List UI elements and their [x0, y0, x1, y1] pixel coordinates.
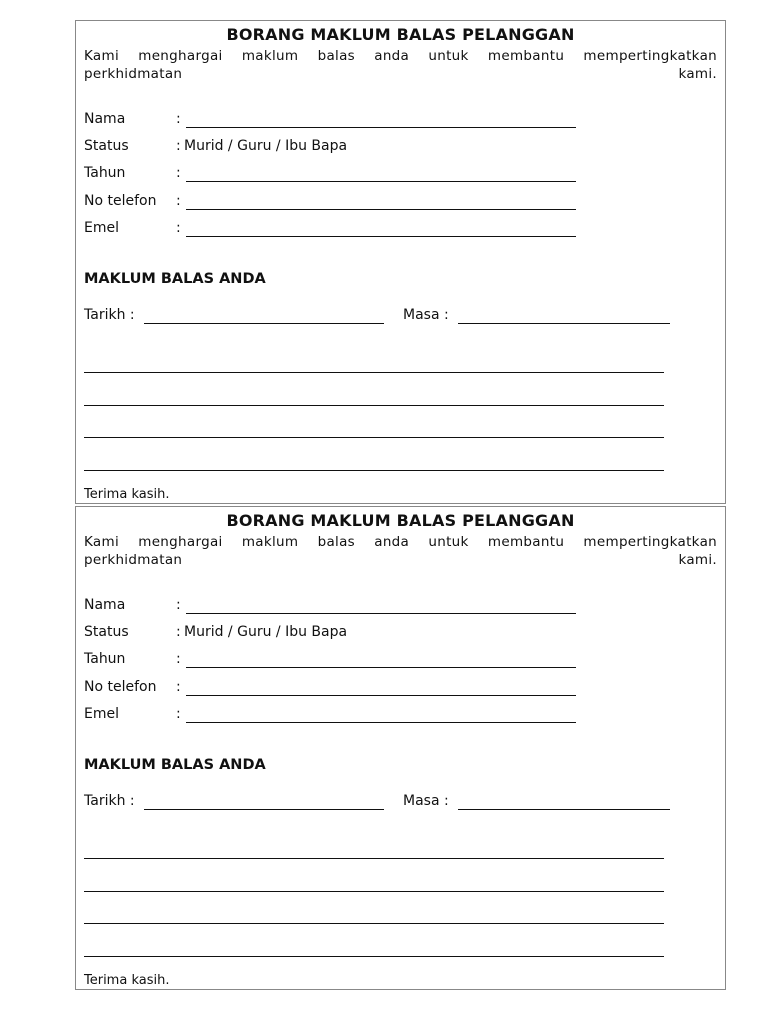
field-colon: : — [176, 165, 181, 181]
field-colon: : — [176, 111, 181, 127]
masa-label: Masa : — [403, 307, 449, 323]
feedback-line-4[interactable] — [84, 956, 664, 957]
section-title: MAKLUM BALAS ANDA — [84, 271, 266, 287]
field-colon: : — [176, 597, 181, 613]
status-options[interactable]: Murid / Guru / Ibu Bapa — [184, 138, 348, 154]
field-colon: : — [176, 679, 181, 695]
field-label-telefon: No telefon — [84, 679, 157, 695]
field-label-nama: Nama — [84, 597, 126, 613]
telefon-input-line[interactable] — [186, 209, 576, 210]
field-colon: : — [176, 193, 181, 209]
status-options[interactable]: Murid / Guru / Ibu Bapa — [184, 624, 348, 640]
form-title: BORANG MAKLUM BALAS PELANGGAN — [226, 25, 575, 44]
tarikh-input-line[interactable] — [144, 323, 384, 324]
thanks-text: Terima kasih. — [84, 973, 170, 988]
tarikh-label: Tarikh : — [84, 793, 135, 809]
field-label-tahun: Tahun — [84, 165, 126, 181]
form-title: BORANG MAKLUM BALAS PELANGGAN — [226, 511, 575, 530]
nama-input-line[interactable] — [186, 613, 576, 614]
tarikh-label: Tarikh : — [84, 307, 135, 323]
field-colon: : — [176, 706, 181, 722]
feedback-line-4[interactable] — [84, 470, 664, 471]
form-intro: Kami menghargai maklum balas anda untuk membantu mempertingkatkan perkhidmatan kami. — [84, 534, 717, 568]
nama-input-line[interactable] — [186, 127, 576, 128]
field-label-emel: Emel — [84, 220, 119, 236]
tarikh-input-line[interactable] — [144, 809, 384, 810]
field-colon: : — [176, 220, 181, 236]
telefon-input-line[interactable] — [186, 695, 576, 696]
thanks-text: Terima kasih. — [84, 487, 170, 502]
feedback-line-3[interactable] — [84, 923, 664, 924]
feedback-line-3[interactable] — [84, 437, 664, 438]
feedback-form-1 — [75, 20, 726, 504]
field-label-tahun: Tahun — [84, 651, 126, 667]
date-time-row — [84, 307, 704, 327]
masa-input-line[interactable] — [458, 809, 670, 810]
feedback-line-2[interactable] — [84, 405, 664, 406]
field-label-nama: Nama — [84, 111, 126, 127]
field-label-status: Status — [84, 138, 129, 154]
field-colon: : — [176, 624, 181, 640]
feedback-line-1[interactable] — [84, 372, 664, 373]
section-title: MAKLUM BALAS ANDA — [84, 757, 266, 773]
masa-label: Masa : — [403, 793, 449, 809]
field-label-emel: Emel — [84, 706, 119, 722]
emel-input-line[interactable] — [186, 236, 576, 237]
form-intro: Kami menghargai maklum balas anda untuk membantu mempertingkatkan perkhidmatan kami. — [84, 48, 717, 82]
field-colon: : — [176, 651, 181, 667]
tahun-input-line[interactable] — [186, 181, 576, 182]
tahun-input-line[interactable] — [186, 667, 576, 668]
masa-input-line[interactable] — [458, 323, 670, 324]
field-label-telefon: No telefon — [84, 193, 157, 209]
feedback-form-2 — [75, 506, 726, 990]
feedback-line-1[interactable] — [84, 858, 664, 859]
feedback-line-2[interactable] — [84, 891, 664, 892]
emel-input-line[interactable] — [186, 722, 576, 723]
date-time-row — [84, 793, 704, 813]
field-colon: : — [176, 138, 181, 154]
field-label-status: Status — [84, 624, 129, 640]
